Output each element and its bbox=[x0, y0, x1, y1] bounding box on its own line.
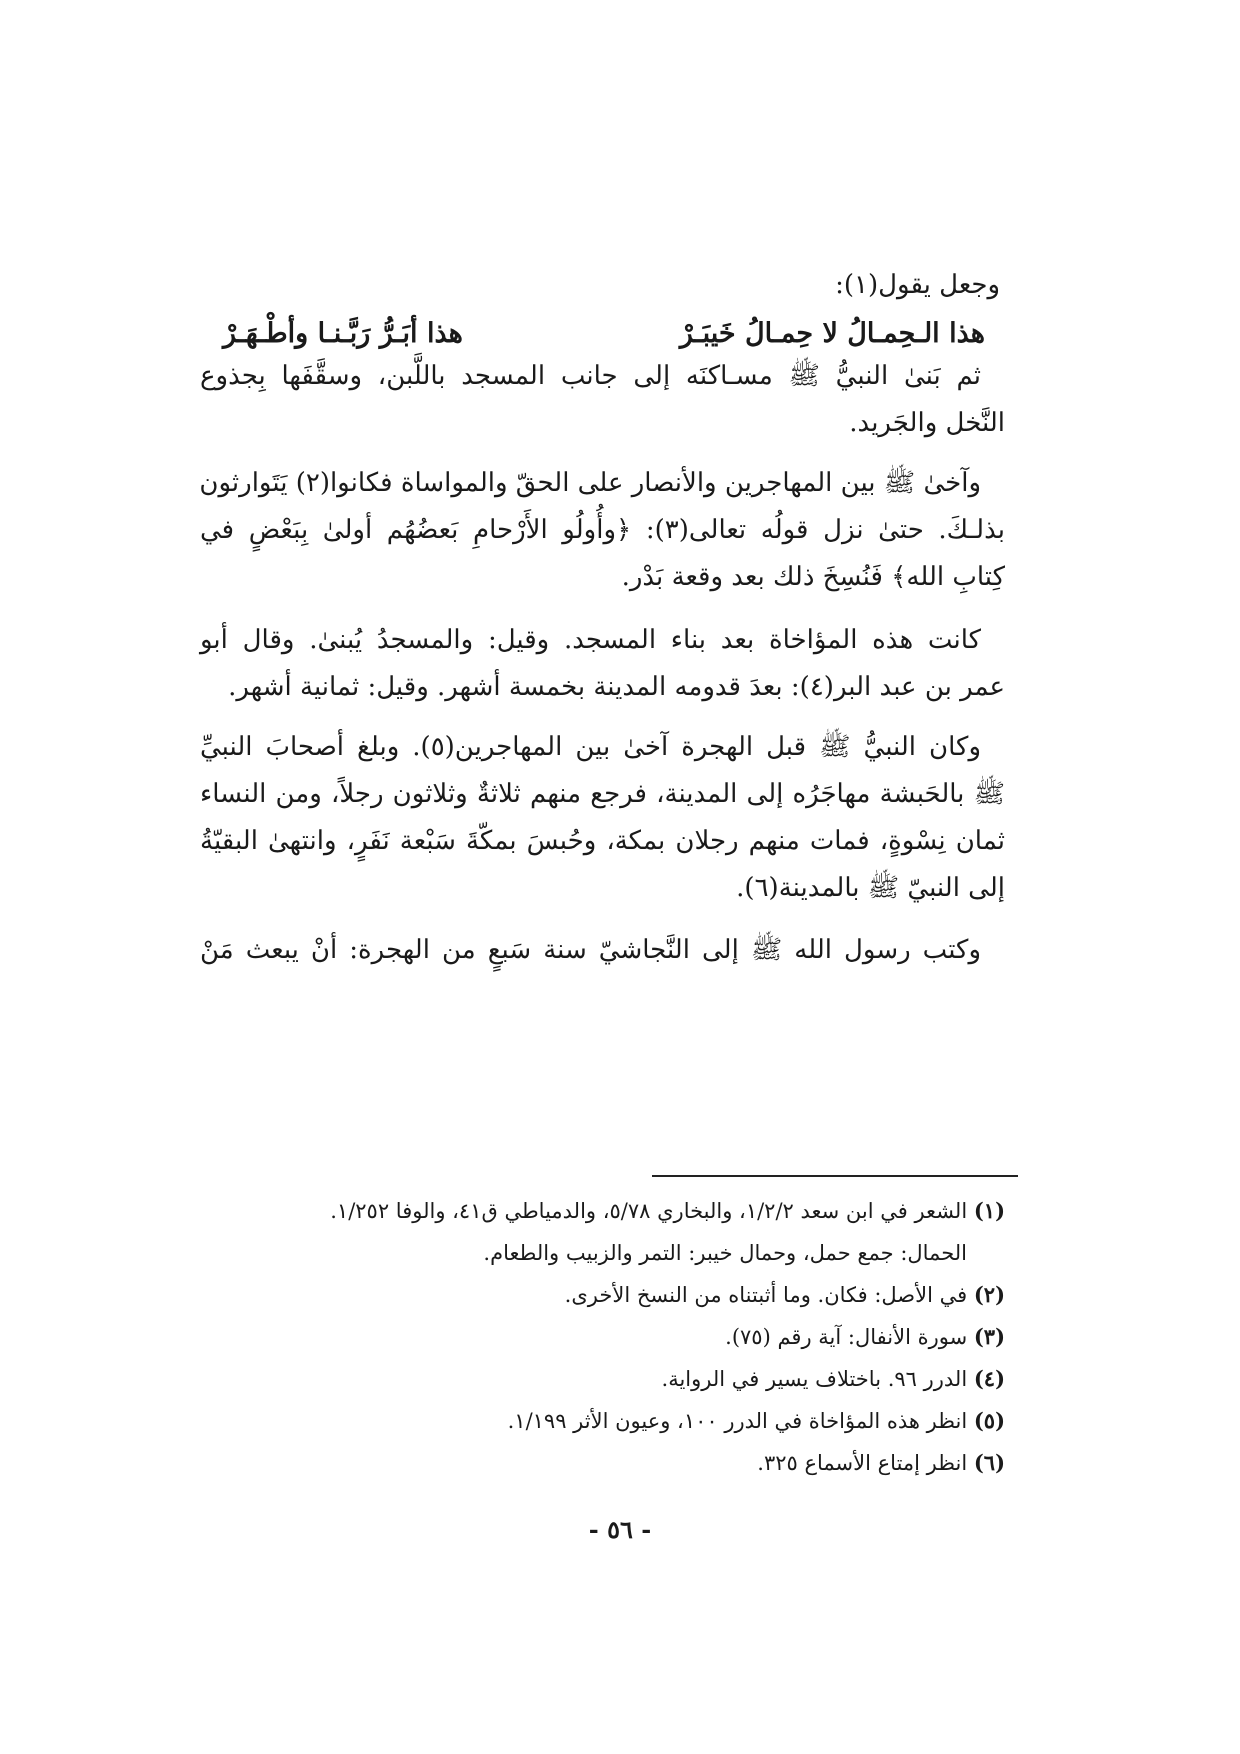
footnote bbox=[210, 1358, 1005, 1400]
footnote-text: الشعر في ابن سعد ١/٢/٢، والبخاري ٥/٧٨، والدمياطي ق٤١، والوفا ١/٢٥٢. bbox=[330, 1199, 974, 1223]
paragraph-line: النَّخل والجَريد. bbox=[849, 408, 1005, 438]
footnote-number: (٢) bbox=[973, 1282, 1005, 1307]
footnote-divider bbox=[652, 1175, 1018, 1177]
footnote-number: (١) bbox=[973, 1198, 1005, 1223]
footnote-continuation: الحمال: جمع حمل، وحمال خيبر: التمر والزبيب والطعام. bbox=[483, 1241, 967, 1265]
footnote bbox=[210, 1190, 1005, 1232]
paragraph bbox=[200, 353, 1005, 447]
paragraph-line: كانت هذه المؤاخاة بعد بناء المسجد. وقيل: والمسجدُ يُبنىٰ. وقال أبو bbox=[200, 625, 981, 655]
footnote-number: (٤) bbox=[973, 1366, 1005, 1391]
footnote-text: انظر هذه المؤاخاة في الدرر ١٠٠، وعيون الأثر ١/١٩٩. bbox=[507, 1409, 974, 1433]
poetry-verse bbox=[223, 318, 985, 349]
footnote bbox=[210, 1274, 1005, 1316]
paragraph-line: وكان النبيُّ ﷺ قبل الهجرة آخىٰ بين المهاجرين(٥). وبلغ أصحابَ النبيِّ bbox=[200, 732, 981, 762]
footnote-text: انظر إمتاع الأسماع ٣٢٥. bbox=[757, 1451, 974, 1475]
footnote-text: الدرر ٩٦. باختلاف يسير في الرواية. bbox=[661, 1367, 974, 1391]
paragraph bbox=[200, 927, 1005, 974]
paragraph-line: عمر بن عبد البر(٤): بعدَ قدومه المدينة بخمسة أشهر. وقيل: ثمانية أشهر. bbox=[228, 672, 1005, 702]
paragraph-line: ثمان نِسْوةٍ، فمات منهم رجلان بمكة، وحُبسَ بمكّةَ سَبْعة نَفَرٍ، وانتهىٰ البقيّةُ bbox=[200, 826, 1005, 856]
paragraph-line: كِتابِ الله﴾ فَنُسِخَ ذلك بعد وقعة بَدْر. bbox=[621, 562, 1005, 592]
paragraph bbox=[200, 724, 1005, 912]
footnote-number: (٦) bbox=[973, 1450, 1005, 1475]
paragraph-line: ثم بَنىٰ النبيُّ ﷺ مسـاكنَه إلى جانب المسجد باللَّبن، وسقَّفَها بِجذوع bbox=[200, 361, 981, 391]
footnote bbox=[210, 1400, 1005, 1442]
footnotes bbox=[210, 1190, 1005, 1484]
footnote bbox=[210, 1316, 1005, 1358]
footnote-text: في الأصل: فكان. وما أثبتناه من النسخ الأخرى. bbox=[564, 1283, 974, 1307]
footnote-text: سورة الأنفال: آية رقم (٧٥). bbox=[725, 1325, 974, 1349]
intro-line: وجعل يقول(١): bbox=[835, 270, 1000, 300]
paragraph-line: إلى النبيّ ﷺ بالمدينة(٦). bbox=[736, 873, 1005, 903]
paragraph-line: وآخىٰ ﷺ بين المهاجرين والأنصار على الحقّ والمواساة فكانوا(٢) يَتَوارثون bbox=[199, 468, 981, 498]
paragraph-line: ﷺ بالحَبشة مهاجَرُه إلى المدينة، فرجع منهم ثلاثةٌ وثلاثون رجلاً، ومن النساء bbox=[200, 779, 1005, 809]
footnote-number: (٣) bbox=[973, 1324, 1005, 1349]
paragraph bbox=[200, 460, 1005, 601]
paragraph-line: بذلـكَ. حتىٰ نزل قولُه تعالى(٣): ﴿وأُولُو الأَرْحامِ بَعضُهُم أولىٰ بِبَعْضٍ في bbox=[200, 515, 1005, 545]
footnote bbox=[210, 1442, 1005, 1484]
footnote-number: (٥) bbox=[973, 1408, 1005, 1433]
paragraph bbox=[200, 617, 1005, 711]
paragraph-line: وكتب رسول الله ﷺ إلى النَّجاشيّ سنة سَبعٍ من الهجرة: أنْ يبعث مَنْ bbox=[200, 935, 981, 965]
page-number: - ٥٦ - bbox=[588, 1515, 652, 1544]
verse-right-hemistich: هذا الـحِمـالُ لا حِمـالُ خَيبَـرْ bbox=[679, 318, 985, 349]
verse-left-hemistich: هذا أبَـرُّ رَبَّـنـا وأطْـهَـرْ bbox=[223, 318, 463, 349]
